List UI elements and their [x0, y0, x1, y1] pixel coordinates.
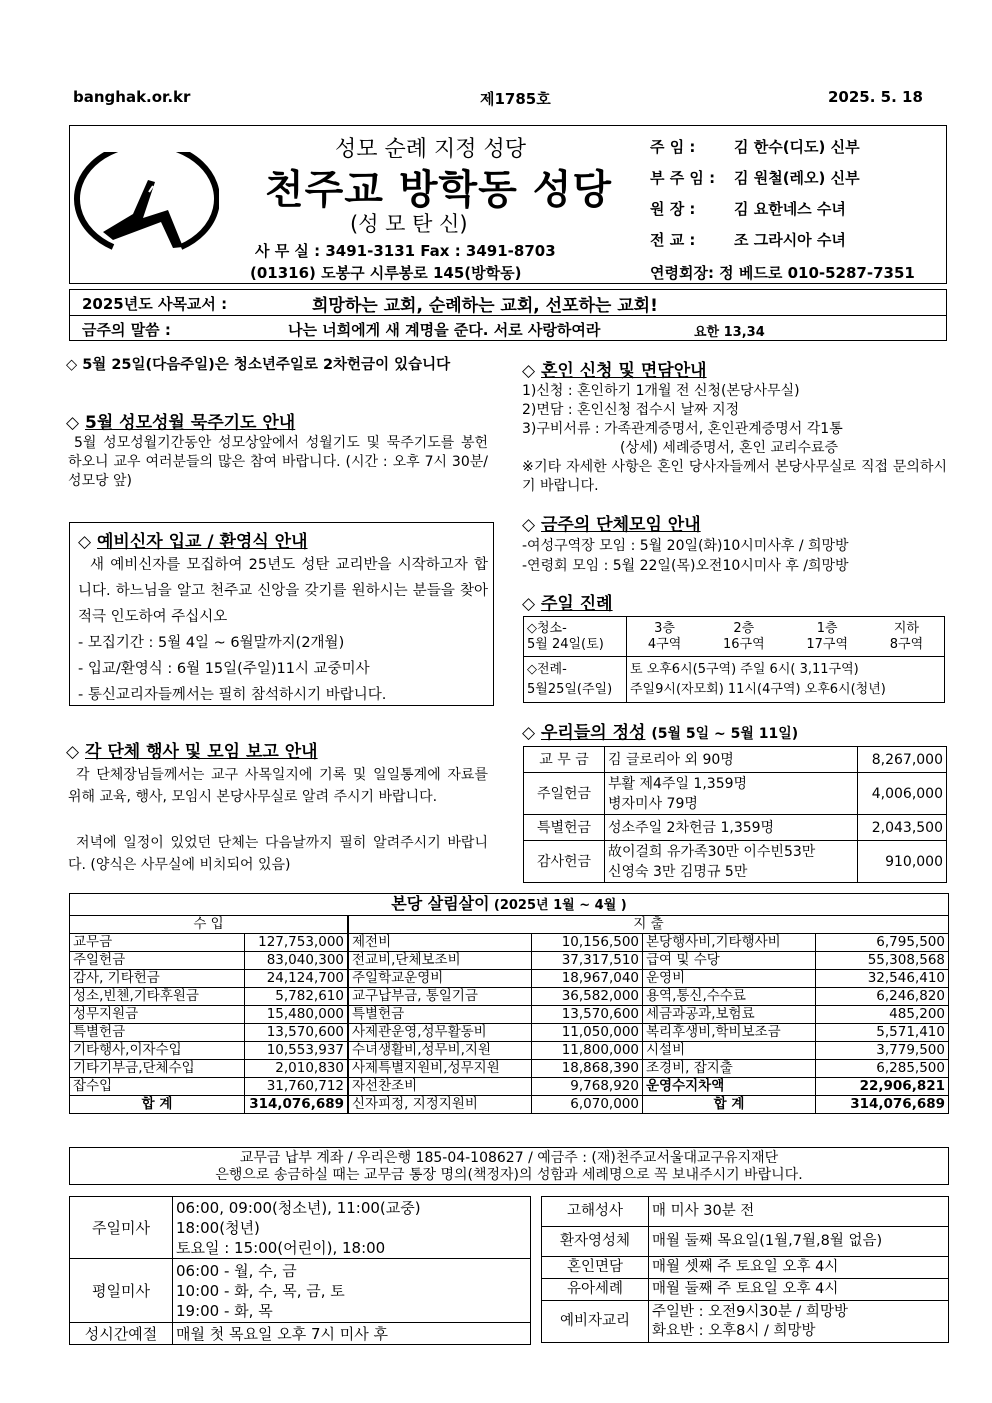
weekday-mass-times: 06:00 - 월, 수, 금 10:00 - 화, 수, 목, 금, 토 19:00 - 화, 목: [173, 1259, 531, 1323]
mottos-box: [69, 289, 947, 341]
list-item: - 입교/환영식 : 6월 15일(주일)11시 교중미사: [78, 661, 370, 677]
cleaning-label-cell: ◇청소- 5월 24일(토): [524, 617, 627, 657]
staff-row: 원 장 : 김 요한네스 수녀: [650, 200, 846, 218]
church-subtitle: 성모 순례 지정 성당: [335, 137, 526, 162]
sunday-mass-times: 06:00, 09:00(청소년), 11:00(교중) 18:00(청년) 토요일 : 15:00(어린이), 18:00: [173, 1197, 531, 1259]
offering-row: 감사헌금 故이걸희 유가족30만 이수빈53만 신영숙 3만 김명규 5만 910,000: [524, 841, 947, 883]
wedding-title: ◇ 혼인 신청 및 면담안내: [522, 361, 707, 381]
staff-list: [650, 132, 946, 256]
site-url: banghak.or.kr: [73, 88, 191, 106]
office-address: (01316) 도봉구 시루봉로 145(방학동): [250, 264, 522, 282]
duty-table: [523, 616, 945, 703]
cleaning-floors-cell: [627, 617, 945, 657]
sunday-mass-label: 주일미사: [70, 1197, 173, 1259]
list-item: -연령회 모임 : 5월 22일(목)오전10시미사 후 /희망방: [522, 558, 849, 574]
masthead: [69, 125, 947, 284]
catechumen-title: ◇ 예비신자 입교 / 환영식 안내: [78, 532, 308, 552]
holy-hour-time: 매월 첫 목요일 오후 7시 미사 후: [173, 1323, 531, 1345]
floor-item: 3층 4구역: [647, 620, 682, 652]
finance-row: 특별헌금 13,570,600 사제관운영,성무활동비 11,050,000 복리후생비,학비보조금 5,571,410: [70, 1024, 949, 1042]
rosary-title: ◇ 5월 성모성월 묵주기도 안내: [66, 413, 296, 433]
liturgy-label-cell: ◇전례- 5월25일(주일): [524, 657, 627, 703]
holy-hour-label: 성시간예절: [70, 1323, 173, 1345]
issue-date: 2025. 5. 18: [828, 88, 923, 106]
list-item: - 모집기간 : 5월 4일 ~ 6월말까지(2개월): [78, 635, 345, 651]
catechumen-box: [69, 522, 494, 706]
finance-title: 본당 살림살이 (2025년 1월 ~ 4월 ): [70, 894, 949, 916]
catechumen-body: 새 예비신자를 모집하여 25년도 성탄 교리반을 시작하고자 합니다. 하느님을 알고 천주교 신앙을 갖기를 원하시는 분들을 찾아 적극 인도하여 주십시오: [78, 557, 488, 625]
issue-number: 제1785호: [480, 90, 551, 108]
list-item: - 통신교리자들께서는 필히 참석하시기 바랍니다.: [78, 687, 387, 703]
sacrament-row: 혼인면담 매월 셋째 주 토요일 오후 4시: [542, 1257, 949, 1279]
floor-item: 2층 16구역: [722, 620, 765, 652]
list-item: 2)면담 : 혼인신청 접수시 날짜 지정: [522, 402, 740, 418]
list-item: 3)구비서류 : 가족관계증명서, 혼인관계증명서 각1통: [522, 421, 843, 437]
liturgy-detail-cell: 토 오후6시(5구역) 주일 6시( 3,11구역) 주일9시(자모회) 11시(4구역) 오후6시(청년): [627, 657, 945, 703]
groups-title: ◇ 각 단체 행사 및 모임 보고 안내: [66, 742, 318, 762]
staff-row: 부 주 임 : 김 원철(레오) 신부: [650, 169, 860, 187]
bank-account: 교무금 납부 계좌 / 우리은행 185-04-108627 / 예금주 : (재)천주교서울대교구유지재단: [239, 1150, 779, 1166]
bank-instruction: 은행으로 송금하실 때는 교무금 통장 명의(책정자)의 성함과 세례명으로 꼭 보내주시기 바랍니다.: [215, 1167, 803, 1183]
floor-item: 1층 17구역: [806, 620, 849, 652]
bank-notice: [69, 1147, 949, 1185]
finance-row: 주일헌금 83,040,300 전교비,단체보조비 37,317,510 급여 및 수당 55,308,568: [70, 952, 949, 970]
feast-name: (성 모 탄 신): [350, 212, 468, 236]
list-item: (상세) 세례증명서, 혼인 교리수료증: [620, 440, 839, 456]
youth-sunday-notice: ◇ 5월 25일(다음주일)은 청소년주일로 2차헌금이 있습니다: [66, 357, 451, 373]
finance-row: 교무금 127,753,000 제전비 10,156,500 본당행사비,기타행사비 6,795,500: [70, 934, 949, 952]
list-item: -여성구역장 모임 : 5월 20일(화)10시미사후 / 희망방: [522, 538, 849, 554]
finance-table: [69, 893, 949, 1114]
floor-item: 지하 8구역: [889, 620, 924, 652]
year-motto-text: 희망하는 교회, 순례하는 교회, 선포하는 교회!: [312, 296, 658, 316]
offerings-table: [523, 746, 947, 883]
sacrament-row: 예비자교리 주일반 : 오전9시30분 / 희망방 화요반 : 오후8시 / 희망방: [542, 1301, 949, 1343]
finance-total-row: 합 계 314,076,689 신자피정, 지정지원비 6,070,000 합 계 314,076,689: [70, 1096, 949, 1114]
year-motto-label: 2025년도 사목교서 :: [82, 295, 228, 313]
mass-schedule: [69, 1196, 531, 1345]
offering-row: 특별헌금 성소주일 2차헌금 1,359명 2,043,500: [524, 815, 947, 841]
finance-row: 기타기부금,단체수입 2,010,830 사제특별지원비,성무지원 18,868,390 조경비, 잡지출 6,285,500: [70, 1060, 949, 1078]
finance-row: 성소,빈첸,기타후원금 5,782,610 교구납부금, 통일기금 36,582,000 용역,통신,수수료 6,246,820: [70, 988, 949, 1006]
finance-row: 감사, 기타헌금 24,124,700 주일학교운영비 18,967,040 운영비 32,546,410: [70, 970, 949, 988]
weekday-mass-label: 평일미사: [70, 1259, 173, 1323]
council-contact: 연령회장: 정 베드로 010-5287-7351: [650, 264, 915, 282]
offerings-title: ◇ 우리들의 정성 (5월 5일 ~ 5월 11일): [522, 723, 799, 743]
rosary-body: 5월 성모성월기간동안 성모상앞에서 성월기도 및 묵주기도를 봉헌하오니 교우 여러분들의 많은 참여 바랍니다. (시간 : 오후 7시 30분/ 성모당 앞): [68, 435, 488, 489]
word-text: 나는 너희에게 새 계명을 준다. 서로 사랑하여라: [288, 321, 601, 339]
parish-logo: [73, 152, 219, 262]
offering-row: 주일헌금 부활 제4주일 1,359명 병자미사 79명 4,006,000: [524, 773, 947, 815]
income-header: 수 입: [70, 916, 349, 934]
word-reference: 요한 13,34: [694, 325, 765, 340]
catechumen-items: [78, 630, 386, 708]
finance-row: 성무지원금 15,480,000 특별헌금 13,570,600 세금과공과,보험료 485,200: [70, 1006, 949, 1024]
groups-body-1: 각 단체장님들께서는 교구 사목일지에 기록 및 일일통계에 자료를 위해 교육, 행사, 모임시 본당사무실로 알려 주시기 바랍니다.: [68, 767, 488, 805]
meetings-title: ◇ 금주의 단체모임 안내: [522, 515, 701, 535]
church-name: 천주교 방학동 성당: [265, 167, 612, 213]
wedding-info: [522, 382, 947, 496]
offering-row: 교 무 금 김 글로리아 외 90명 8,267,000: [524, 747, 947, 773]
finance-row: 기타행사,이자수입 10,553,937 수녀생활비,성무비,지원 11,800,000 시설비 3,779,500: [70, 1042, 949, 1060]
sacrament-row: 환자영성체 매월 둘째 목요일(1월,7월,8월 없음): [542, 1227, 949, 1257]
staff-row: 주 임 : 김 한수(디도) 신부: [650, 138, 860, 156]
word-label: 금주의 말씀 :: [82, 321, 171, 339]
meetings-list: [522, 536, 849, 576]
groups-body-2: 저녁에 일정이 있었던 단체는 다음날까지 필히 알려주시기 바랍니다. (양식은 사무실에 비치되어 있음): [68, 835, 488, 873]
list-item: 1)신청 : 혼인하기 1개월 전 신청(본당사무실): [522, 383, 800, 399]
list-item: ※기타 자세한 사항은 혼인 당사자들께서 본당사무실로 직접 문의하시기 바랍니다.: [522, 459, 947, 494]
expense-header: 지 출: [348, 916, 949, 934]
sacrament-schedule: [541, 1196, 949, 1343]
sacrament-row: 고해성사 매 미사 30분 전: [542, 1197, 949, 1227]
sacrament-row: 유아세례 매월 둘째 주 토요일 오후 4시: [542, 1279, 949, 1301]
duty-title: ◇ 주일 진례: [522, 594, 613, 614]
staff-row: 전 교 : 조 그라시아 수녀: [650, 231, 846, 249]
finance-row: 잡수입 31,760,712 자선찬조비 9,768,920 운영수지차액 22,906,821: [70, 1078, 949, 1096]
office-phone: 사 무 실 : 3491-3131 Fax : 3491-8703: [255, 242, 556, 260]
